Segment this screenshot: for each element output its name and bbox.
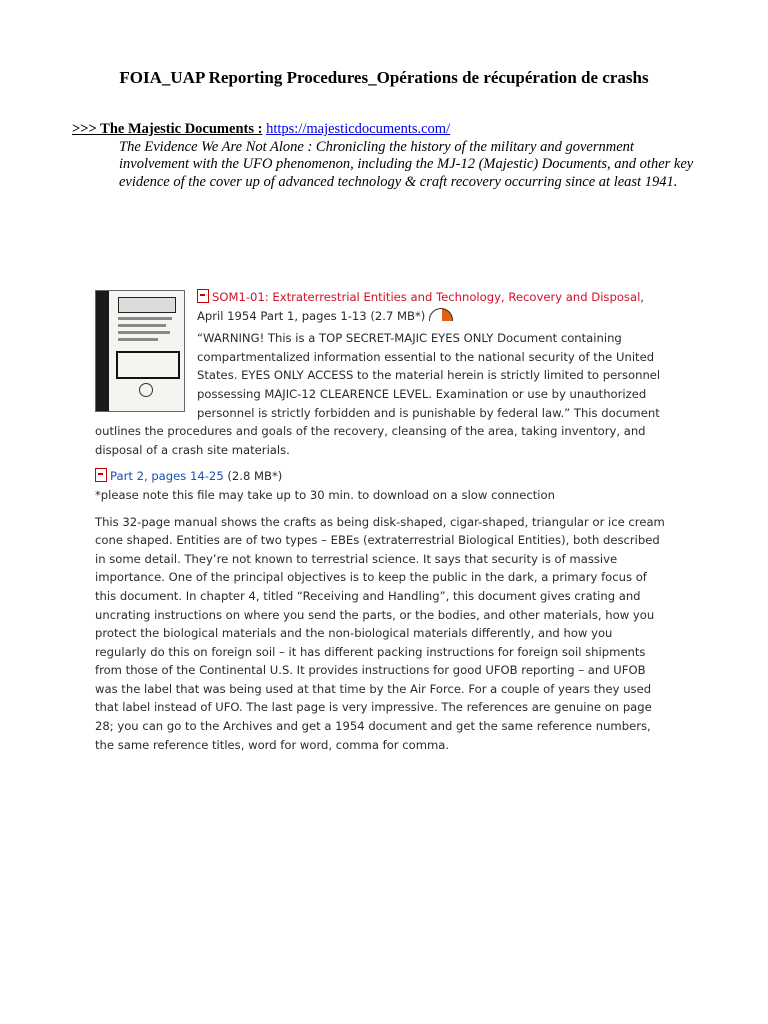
intro-section bbox=[72, 121, 702, 191]
majestic-link[interactable]: https://majesticdocuments.com/ bbox=[266, 121, 451, 137]
download-note: *please note this file may take up to 30 min. to download on a slow connection bbox=[95, 487, 555, 502]
part2-link[interactable]: Part 2, pages 14-25 bbox=[110, 469, 224, 484]
part1-title-link[interactable]: SOM1-01: Extraterrestrial Entities and Technology, Recovery and Disposal bbox=[212, 290, 641, 304]
speed-gauge-icon bbox=[429, 308, 453, 321]
intro-heading bbox=[72, 121, 702, 139]
part1-heading: SOM1-01: Extraterrestrial Entities and Technology, Recovery and Disposal, bbox=[95, 288, 665, 307]
intro-description: The Evidence We Are Not Alone : Chronicling the history of the military and government involvement with the UFO phenomenon, including the MJ-12 (Majestic) Documents, and other key evidence of the cover up of advanced technology & craft recovery occurring since at least 1941. bbox=[119, 138, 694, 190]
warning-text: “WARNING! This is a TOP SECRET-MAJIC EYES ONLY Document containing compartmentalized information essential to the national security of the United States. EYES ONLY ACCESS to the material herein is strictly limited to personnel possessing MAJIC-12 CLEARENCE LEVEL. Examination or use by unauthorized personnel is strictly forbidden and is punishable by federal law.” This document outlines the procedures and goals of the recovery, cleansing of the area, taking inventory, and disposal of a crash site materials. bbox=[95, 331, 661, 457]
pdf-icon bbox=[95, 468, 107, 482]
embedded-screenshot bbox=[95, 288, 665, 754]
page-title: FOIA_UAP Reporting Procedures_Opérations de récupération de crashs bbox=[119, 68, 649, 87]
majestic-label: >>> The Majestic Documents : bbox=[72, 121, 263, 137]
pdf-icon bbox=[197, 289, 209, 303]
part2-line: Part 2, pages 14-25 (2.8 MB*) bbox=[95, 467, 665, 486]
summary-text: This 32-page manual shows the crafts as being disk-shaped, cigar-shaped, triangular or ice cream cone shaped. Entities are of two types – EBEs (extraterrestrial Biological Entities), both described in some detail. They’re not known to terrestrial science. It says that security is of massive importance. One of the principal objectives is to keep the public in the dark, a primary focus of this document. In chapter 4, titled “Receiving and Handling”, this document gives crating and uncrating instructions on where you send the parts, or the bodies, and other materials, how you protect the biological materials and the non-biological materials differently, and how you regularly do this on foreign soil – it has different packing instructions for foreign soil shipments from those of the Continental U.S. It provides instructions for good UFOB reporting – and UFOB was the label that was being used at that time by the Air Force. For a couple of years they used that label instead of UFO. The last page is very impressive. The references are genuine on page 28; you can go to the Archives and get a 1954 document and get the same reference numbers, the same reference titles, word for word, comma for comma. bbox=[95, 514, 665, 752]
document-cover-thumbnail bbox=[95, 290, 185, 412]
part1-meta: April 1954 Part 1, pages 1-13 (2.7 MB*) bbox=[95, 307, 665, 326]
